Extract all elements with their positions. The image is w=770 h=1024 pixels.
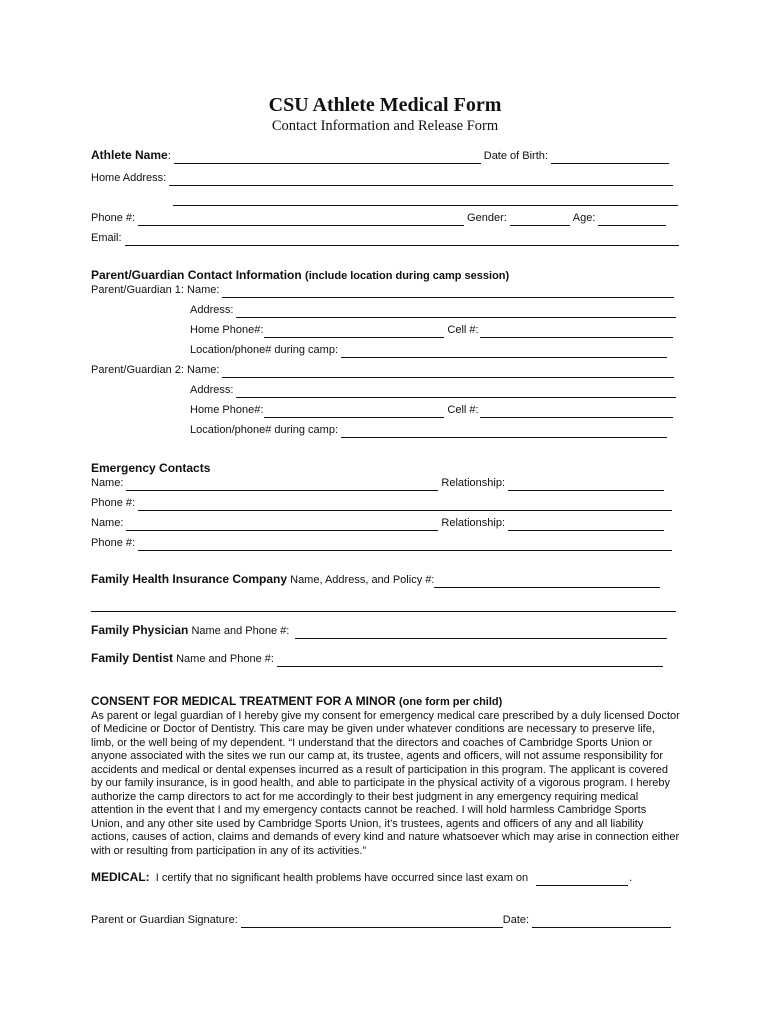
p2-name-row bbox=[91, 362, 677, 378]
phone-gender-age-row bbox=[91, 210, 669, 226]
emergency-2-name-label: Name: bbox=[91, 517, 124, 529]
signature-date-label: Date: bbox=[502, 914, 530, 926]
p1-location-label: Location/phone# during camp: bbox=[190, 344, 338, 356]
p2-address-row bbox=[190, 382, 679, 398]
home-address-label: Home Address: bbox=[91, 172, 167, 184]
medical-label: MEDICAL: I certify that no significant health problems have occurred since last exam on bbox=[91, 870, 529, 884]
dentist-label: Family Dentist Name and Phone #: bbox=[91, 651, 274, 665]
p1-phone-row bbox=[190, 322, 676, 338]
last-exam-date-field[interactable] bbox=[536, 873, 628, 886]
insurance-row bbox=[91, 572, 663, 588]
p1-home-phone-label: Home Phone#: bbox=[190, 324, 264, 336]
emergency-2-phone-row bbox=[91, 535, 675, 551]
form-title: CSU Athlete Medical Form bbox=[268, 94, 502, 116]
p1-location-row bbox=[190, 342, 670, 358]
email-row bbox=[91, 230, 682, 246]
emergency-1-phone-label: Phone #: bbox=[91, 497, 136, 509]
dentist-field[interactable] bbox=[277, 654, 663, 667]
insurance-field[interactable] bbox=[434, 575, 660, 588]
physician-row bbox=[91, 623, 670, 639]
insurance-row-2 bbox=[91, 596, 679, 612]
p1-address-label: Address: bbox=[190, 304, 234, 316]
p2-cell-field[interactable] bbox=[480, 405, 673, 418]
signature-date-field[interactable] bbox=[532, 915, 671, 928]
athlete-phone-label: Phone #: bbox=[91, 212, 136, 224]
p1-address-field[interactable] bbox=[236, 305, 676, 318]
p2-location-row bbox=[190, 422, 670, 438]
p2-name-field[interactable] bbox=[222, 365, 674, 378]
consent-body: As parent or legal guardian of I hereby give my consent for emergency medical care prescribed by a duly licensed Doctor of Medicine or Doctor of Dentistry. This care may be given under whatever conditions are necessary to preserve life, limb, or the well being of my dependent. “I understand that the directors and coaches of Cambridge Sports Union or anyone associated with the sites we run our camp at, its trustee, agents and officers, will not assume responsibility for accidents and medical or dental expenses incurred as a result of participation in this program. The applicant is covered by our family insurance, is in good health, and able to participate in the physical activity of a vigorous program. I hereby authorize the camp directors to act for me accordingly to their best judgment in any emergency requiring medical attention in the event that I and my emergency contacts cannot be reached. I will hold harmless Cambridge Sports Union, and any other site used by Cambridge Sports Union, it’s trustees, agents and officers of any and all liability actions, causes of action, claims and demands of every kind and nature whatsoever which may arise in connection either with or resulting from participation in any of its activities.” bbox=[91, 710, 680, 857]
consent-heading: CONSENT FOR MEDICAL TREATMENT FOR A MINOR (one form per child) bbox=[91, 694, 503, 708]
email-label: Email: bbox=[91, 232, 122, 244]
p1-location-field[interactable] bbox=[341, 345, 667, 358]
dob-field[interactable] bbox=[551, 151, 669, 164]
p2-cell-label: Cell #: bbox=[447, 404, 479, 416]
emergency-2-name-row bbox=[91, 515, 667, 531]
p2-location-label: Location/phone# during camp: bbox=[190, 424, 338, 436]
signature-field[interactable] bbox=[241, 915, 503, 928]
emergency-2-name-field[interactable] bbox=[126, 518, 438, 531]
p2-location-field[interactable] bbox=[341, 425, 667, 438]
athlete-phone-field[interactable] bbox=[138, 213, 464, 226]
emergency-1-phone-field[interactable] bbox=[138, 498, 672, 511]
p2-phone-row bbox=[190, 402, 676, 418]
p1-cell-label: Cell #: bbox=[447, 324, 479, 336]
age-field[interactable] bbox=[598, 213, 666, 226]
home-address-field-2[interactable] bbox=[173, 193, 678, 206]
insurance-label: Family Health Insurance Company Name, Address, and Policy #: bbox=[91, 572, 435, 586]
emergency-1-relationship-field[interactable] bbox=[508, 478, 664, 491]
signature-label: Parent or Guardian Signature: bbox=[91, 914, 238, 926]
emergency-2-relationship-field[interactable] bbox=[508, 518, 664, 531]
athlete-name-field[interactable] bbox=[174, 151, 481, 164]
p1-cell-field[interactable] bbox=[480, 325, 673, 338]
age-label: Age: bbox=[572, 212, 596, 224]
p2-address-label: Address: bbox=[190, 384, 234, 396]
parent-guardian-heading: Parent/Guardian Contact Information (include location during camp session) bbox=[91, 268, 510, 282]
p1-home-phone-field[interactable] bbox=[264, 325, 444, 338]
emergency-1-name-label: Name: bbox=[91, 477, 124, 489]
signature-row bbox=[91, 912, 674, 928]
physician-label: Family Physician Name and Phone #: bbox=[91, 623, 290, 637]
p2-home-phone-field[interactable] bbox=[264, 405, 444, 418]
athlete-name-row bbox=[91, 148, 672, 164]
emergency-1-phone-row bbox=[91, 495, 675, 511]
p1-name-field[interactable] bbox=[222, 285, 674, 298]
medical-end: . bbox=[629, 872, 633, 884]
emergency-2-relationship-label: Relationship: bbox=[441, 517, 505, 529]
dob-label: Date of Birth: bbox=[483, 150, 548, 162]
p2-address-field[interactable] bbox=[236, 385, 676, 398]
p1-address-row bbox=[190, 302, 679, 318]
dentist-row bbox=[91, 651, 666, 667]
medical-row bbox=[91, 870, 632, 886]
p2-name-label: Parent/Guardian 2: Name: bbox=[91, 364, 220, 376]
p1-name-row bbox=[91, 282, 677, 298]
home-address-row bbox=[91, 170, 676, 186]
emergency-1-name-row bbox=[91, 475, 667, 491]
athlete-name-label: Athlete Name: bbox=[91, 148, 171, 162]
p2-home-phone-label: Home Phone#: bbox=[190, 404, 264, 416]
gender-field[interactable] bbox=[510, 213, 570, 226]
p1-name-label: Parent/Guardian 1: Name: bbox=[91, 284, 220, 296]
emergency-1-name-field[interactable] bbox=[126, 478, 438, 491]
form-subtitle: Contact Information and Release Form bbox=[271, 118, 499, 134]
home-address-row-2 bbox=[173, 190, 681, 206]
emergency-2-phone-label: Phone #: bbox=[91, 537, 136, 549]
gender-label: Gender: bbox=[467, 212, 507, 224]
insurance-field-2[interactable] bbox=[91, 599, 676, 612]
physician-field[interactable] bbox=[295, 626, 667, 639]
emergency-1-relationship-label: Relationship: bbox=[441, 477, 505, 489]
home-address-field[interactable] bbox=[169, 173, 673, 186]
emergency-2-phone-field[interactable] bbox=[138, 538, 672, 551]
emergency-contacts-heading: Emergency Contacts bbox=[91, 461, 211, 475]
email-field[interactable] bbox=[125, 233, 679, 246]
